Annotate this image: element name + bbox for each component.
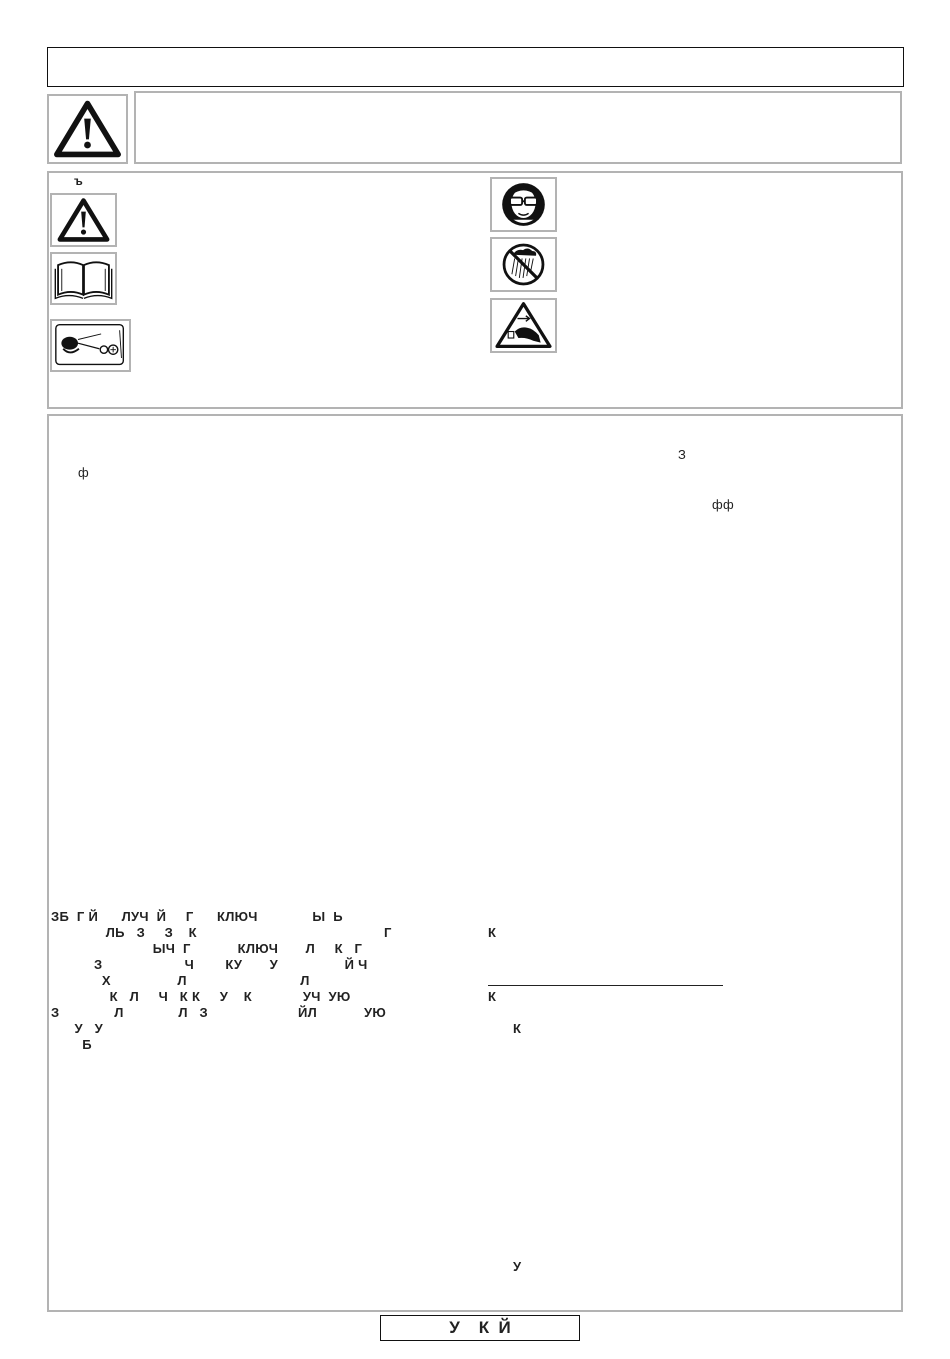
- thrown-objects-icon: [50, 319, 131, 372]
- left-line-1: ЗБ Г Й ЛУЧ Й Г КЛЮЧ Ы Ь: [51, 909, 343, 924]
- left-line-8: У У: [51, 1021, 103, 1036]
- warning-small-icon: [50, 193, 117, 247]
- hard-sign-mark: ъ: [74, 174, 84, 188]
- main-text-panel: [47, 414, 903, 1312]
- left-line-4: З Ч КУ У Й Ч: [51, 957, 368, 972]
- left-line-3: ЫЧ Г КЛЮЧ Л К Г: [51, 941, 363, 956]
- left-line-7: З Л Л З ЙЛ УЮ: [51, 1005, 387, 1020]
- separator-rule: [488, 985, 723, 986]
- right-g-mark: Г: [384, 925, 392, 940]
- no-rain-icon: [490, 237, 557, 292]
- ef-ef-mark: фф: [712, 497, 734, 512]
- right-line-2: К: [488, 989, 497, 1004]
- right-line-1: К: [488, 925, 497, 940]
- footer-label-box: [380, 1315, 580, 1341]
- right-line-3: К: [513, 1021, 522, 1036]
- left-line-9: Б: [51, 1037, 92, 1052]
- manual-book-icon: [50, 252, 117, 305]
- symbols-panel: [47, 171, 903, 409]
- left-line-5: Х Л Л: [51, 973, 310, 988]
- warning-large-icon: [47, 94, 128, 164]
- right-line-4: У: [513, 1259, 522, 1274]
- hand-hazard-icon: [490, 298, 557, 353]
- face-goggles-icon: [490, 177, 557, 232]
- left-line-6: К Л Ч К К У К УЧ УЮ: [51, 989, 351, 1004]
- left-line-2: ЛЬ З З К: [51, 925, 197, 940]
- ef-mark: ф: [78, 465, 89, 480]
- ze-mark: З: [678, 447, 687, 462]
- footer-label: У К Й: [449, 1318, 511, 1337]
- title-box: [47, 47, 904, 87]
- warning-text-box: [134, 91, 902, 164]
